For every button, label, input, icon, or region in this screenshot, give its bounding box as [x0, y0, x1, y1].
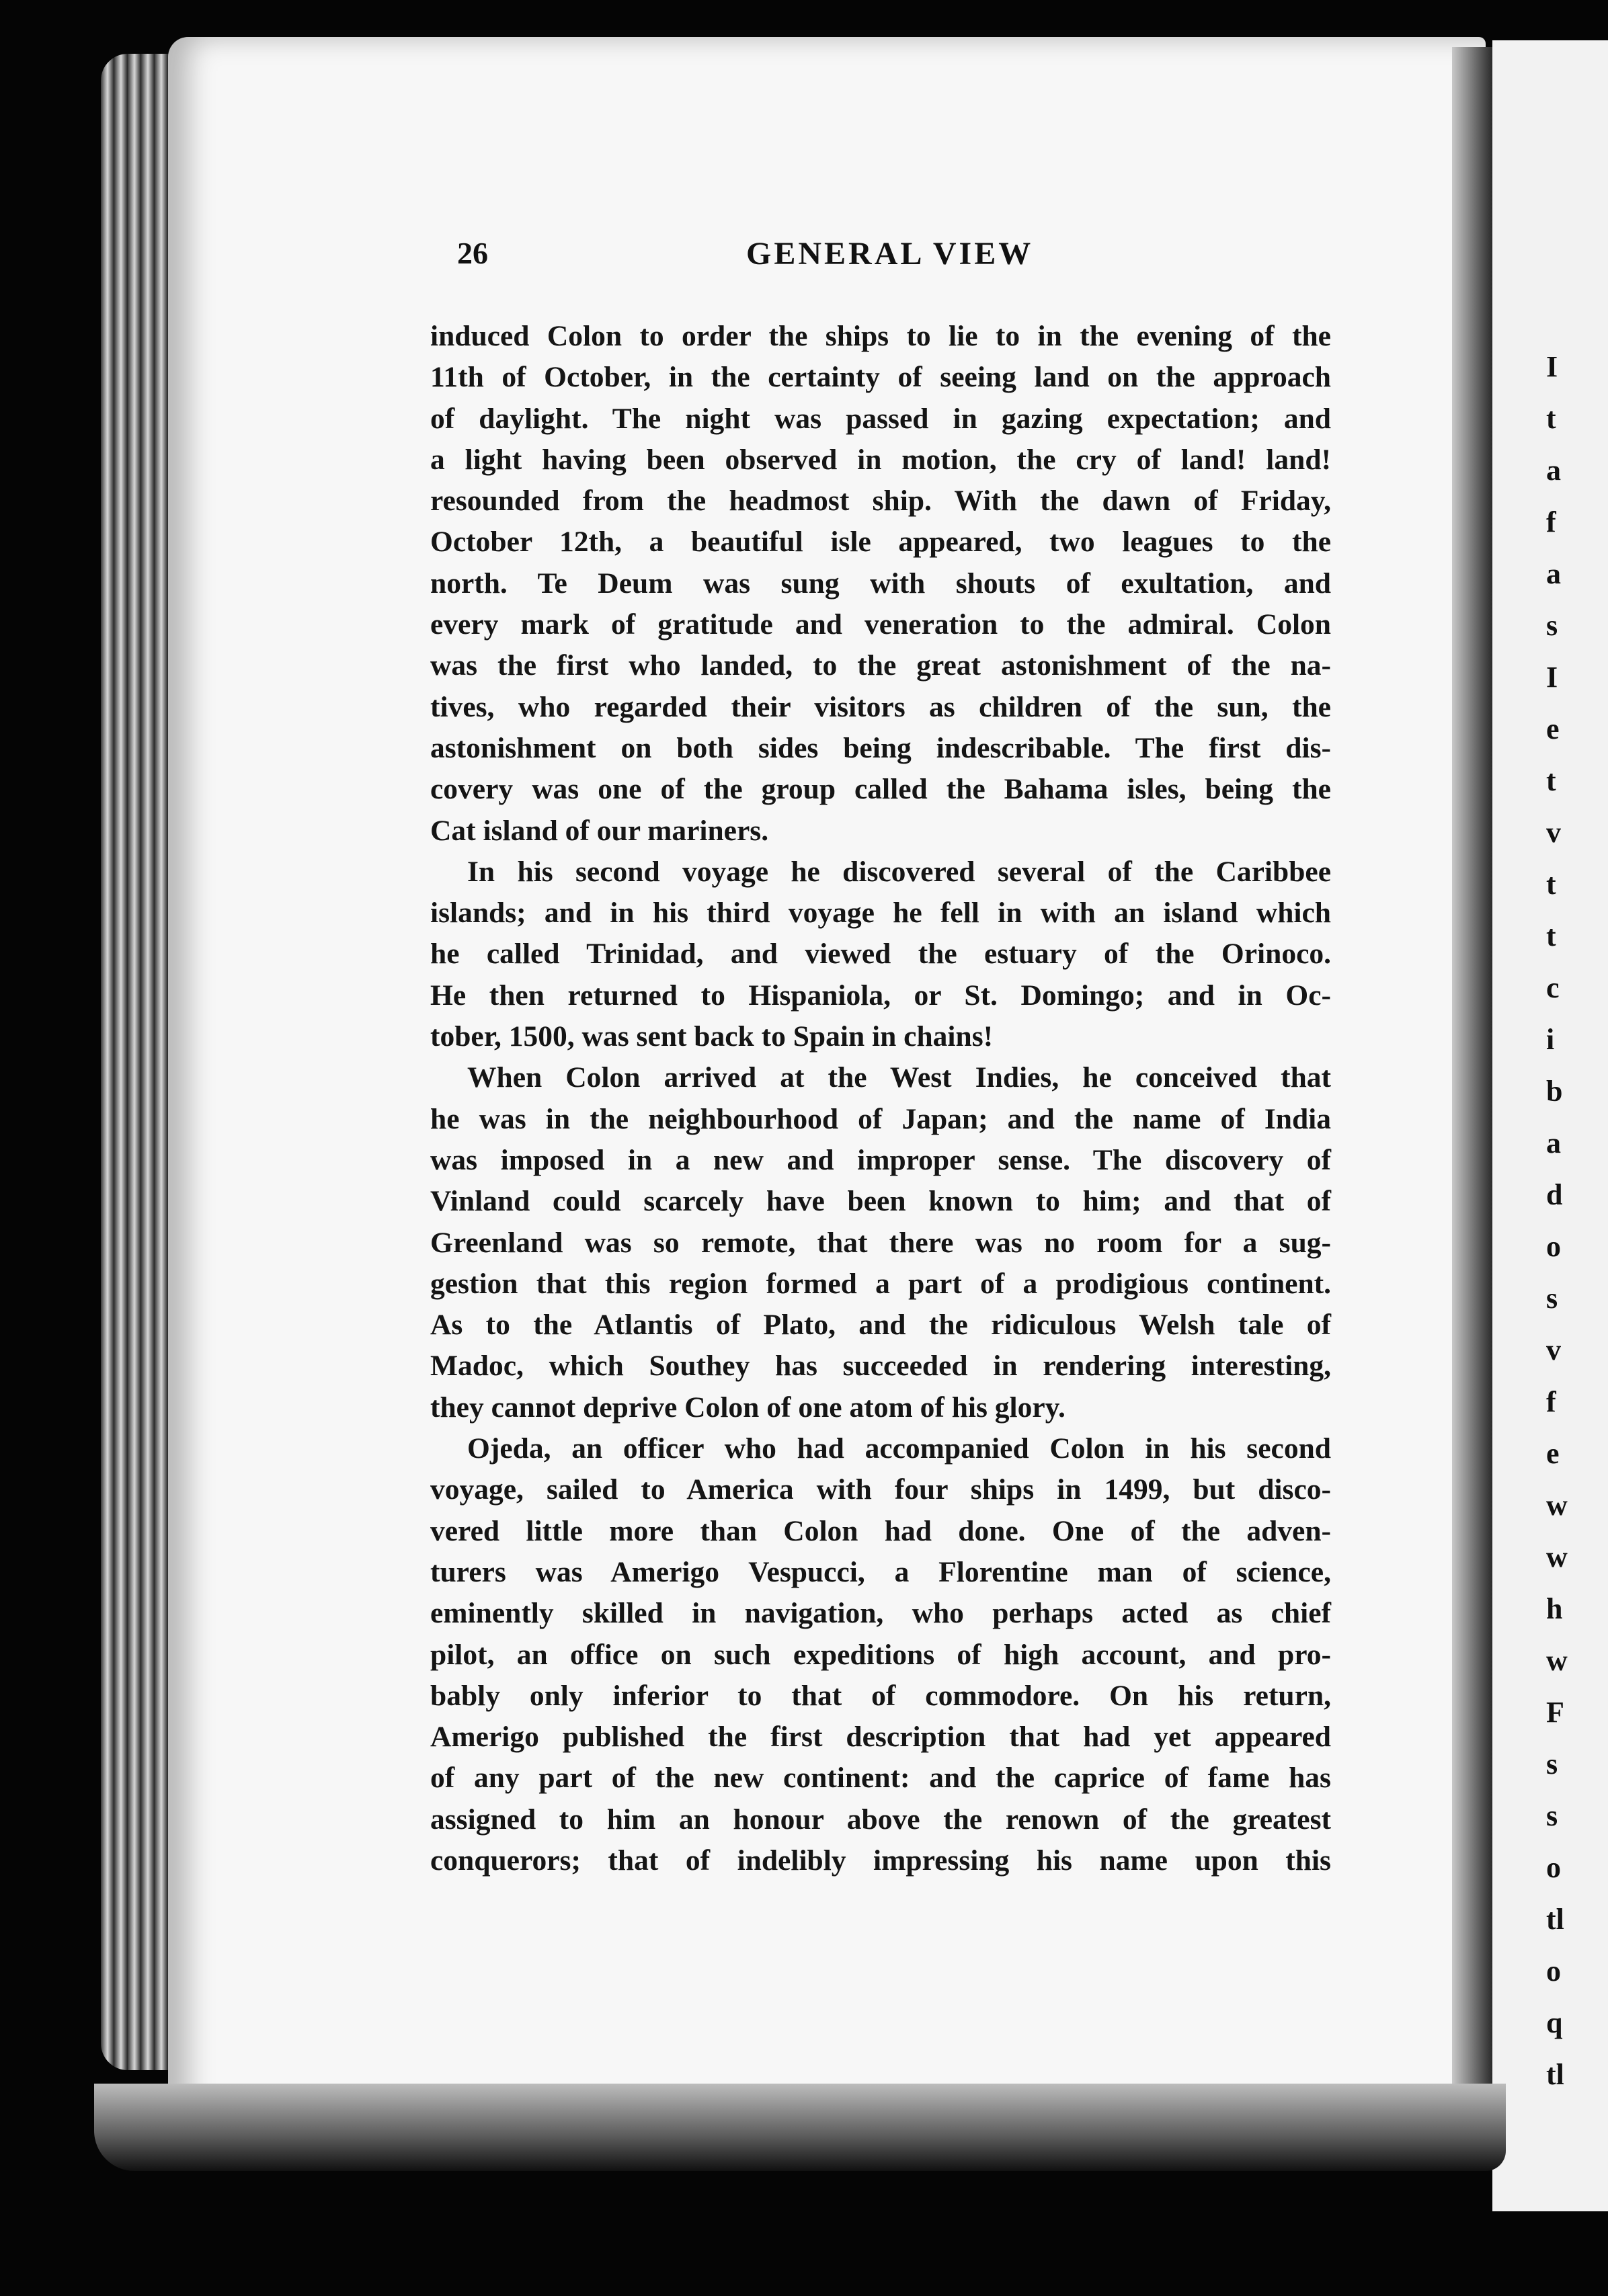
- text-line: tives, who regarded their visitors as children of the sun, the: [430, 690, 1331, 723]
- text-line: assigned to him an honour above the renown of the greatest: [430, 1803, 1331, 1836]
- text-line: Madoc, which Southey has succeeded in rendering interesting,: [430, 1350, 1331, 1383]
- text-line: they cannot deprive Colon of one atom of his glory.: [430, 1391, 1066, 1424]
- text-line: he was in the neighbourhood of Japan; and the name of India: [430, 1102, 1331, 1135]
- facing-page-letter: f: [1546, 505, 1556, 538]
- text-line: he called Trinidad, and viewed the estuary of the Orinoco.: [430, 938, 1331, 971]
- page-header: [457, 235, 1331, 289]
- text-line: was the first who landed, to the great astonishment of the na-: [430, 649, 1331, 682]
- facing-page-letter: w: [1546, 1541, 1568, 1573]
- text-line: islands; and in his third voyage he fell in with an island which: [430, 897, 1331, 930]
- text-line: vered little more than Colon had done. One of the adven-: [430, 1514, 1331, 1547]
- page-number: 26: [457, 236, 488, 270]
- page-stack-shadow: [94, 2084, 1506, 2171]
- book-gutter: [1452, 47, 1492, 2137]
- text-line: astonishment on both sides being indescribable. The first dis-: [430, 731, 1331, 764]
- facing-page-letter: o: [1546, 1230, 1561, 1263]
- running-head: GENERAL VIEW: [746, 236, 1034, 272]
- text-line: a light having been observed in motion, the cry of land! land!: [430, 443, 1331, 476]
- text-line: induced Colon to order the ships to lie to in the evening of the: [430, 320, 1331, 352]
- text-line: conquerors; that of indelibly impressing his name upon this: [430, 1844, 1331, 1877]
- facing-page-letter: t: [1546, 919, 1556, 952]
- facing-page-letter: I: [1546, 661, 1558, 694]
- text-line: In his second voyage he discovered several of the Caribbee: [467, 855, 1331, 888]
- facing-page-letter: b: [1546, 1075, 1563, 1108]
- text-line: of any part of the new continent: and the caprice of fame has: [430, 1762, 1331, 1795]
- text-line: turers was Amerigo Vespucci, a Florentine man of science,: [430, 1555, 1331, 1588]
- facing-page-letter: v: [1546, 1334, 1561, 1366]
- facing-page-letter: s: [1546, 609, 1558, 642]
- facing-page-letter: t: [1546, 402, 1556, 435]
- text-line: 11th of October, in the certainty of seeing land on the approach: [430, 361, 1331, 394]
- facing-page-letter: f: [1546, 1385, 1556, 1418]
- facing-page-letter: h: [1546, 1592, 1563, 1625]
- facing-page-letter: tl: [1546, 1903, 1564, 1936]
- text-line: He then returned to Hispaniola, or St. Domingo; and in Oc-: [430, 979, 1331, 1012]
- facing-page-letter: tl: [1546, 2058, 1564, 2091]
- text-line: gestion that this region formed a part of a prodigious continent.: [430, 1267, 1331, 1300]
- facing-page-letter: d: [1546, 1178, 1563, 1211]
- text-line: Ojeda, an officer who had accompanied Colon in his second: [467, 1432, 1331, 1465]
- text-line: When Colon arrived at the West Indies, he conceived that: [467, 1061, 1331, 1094]
- facing-page-letter: o: [1546, 1851, 1561, 1884]
- facing-page-letter: s: [1546, 1748, 1558, 1780]
- facing-page-letter: t: [1546, 868, 1556, 901]
- text-line: bably only inferior to that of commodore. On his return,: [430, 1679, 1331, 1712]
- text-line: tober, 1500, was sent back to Spain in chains!: [430, 1020, 994, 1053]
- facing-page-letter: e: [1546, 1437, 1560, 1470]
- text-line: voyage, sailed to America with four ships in 1499, but disco-: [430, 1473, 1331, 1506]
- text-line: Greenland was so remote, that there was no room for a sug-: [430, 1226, 1331, 1259]
- facing-page-letter: a: [1546, 1126, 1561, 1159]
- text-line: pilot, an office on such expeditions of high account, and pro-: [430, 1638, 1331, 1671]
- facing-page-letter: i: [1546, 1023, 1555, 1056]
- facing-page-letter: a: [1546, 454, 1561, 487]
- text-line: every mark of gratitude and veneration to the admiral. Colon: [430, 608, 1331, 641]
- facing-page-letter: o: [1546, 1955, 1561, 1987]
- facing-page-letter: c: [1546, 971, 1560, 1004]
- facing-page-letter: F: [1546, 1696, 1564, 1729]
- text-line: of daylight. The night was passed in gazing expectation; and: [430, 402, 1331, 435]
- facing-page-letter: e: [1546, 712, 1560, 745]
- text-line: resounded from the headmost ship. With the dawn of Friday,: [430, 485, 1331, 518]
- text-line: As to the Atlantis of Plato, and the ridiculous Welsh tale of: [430, 1309, 1331, 1342]
- facing-page-letter: w: [1546, 1489, 1568, 1522]
- facing-page-letter: a: [1546, 557, 1561, 590]
- text-line: was imposed in a new and improper sense. The discovery of: [430, 1143, 1331, 1176]
- facing-page-letter: s: [1546, 1282, 1558, 1315]
- text-line: north. Te Deum was sung with shouts of exultation, and: [430, 567, 1331, 600]
- facing-page-letter: I: [1546, 350, 1558, 383]
- facing-page-letter: q: [1546, 2006, 1563, 2039]
- text-line: covery was one of the group called the Bahama isles, being the: [430, 773, 1331, 806]
- text-line: eminently skilled in navigation, who perhaps acted as chief: [430, 1597, 1331, 1630]
- facing-page-letter: w: [1546, 1644, 1568, 1677]
- text-line: October 12th, a beautiful isle appeared, two leagues to the: [430, 526, 1331, 559]
- text-line: Amerigo published the first description that had yet appeared: [430, 1721, 1331, 1754]
- text-line: Cat island of our mariners.: [430, 814, 769, 847]
- facing-page-letter: t: [1546, 764, 1556, 797]
- body-text: [430, 316, 1331, 1881]
- facing-page-letter: s: [1546, 1799, 1558, 1832]
- facing-page-letter: v: [1546, 816, 1561, 849]
- text-line: Vinland could scarcely have been known to him; and that of: [430, 1185, 1331, 1218]
